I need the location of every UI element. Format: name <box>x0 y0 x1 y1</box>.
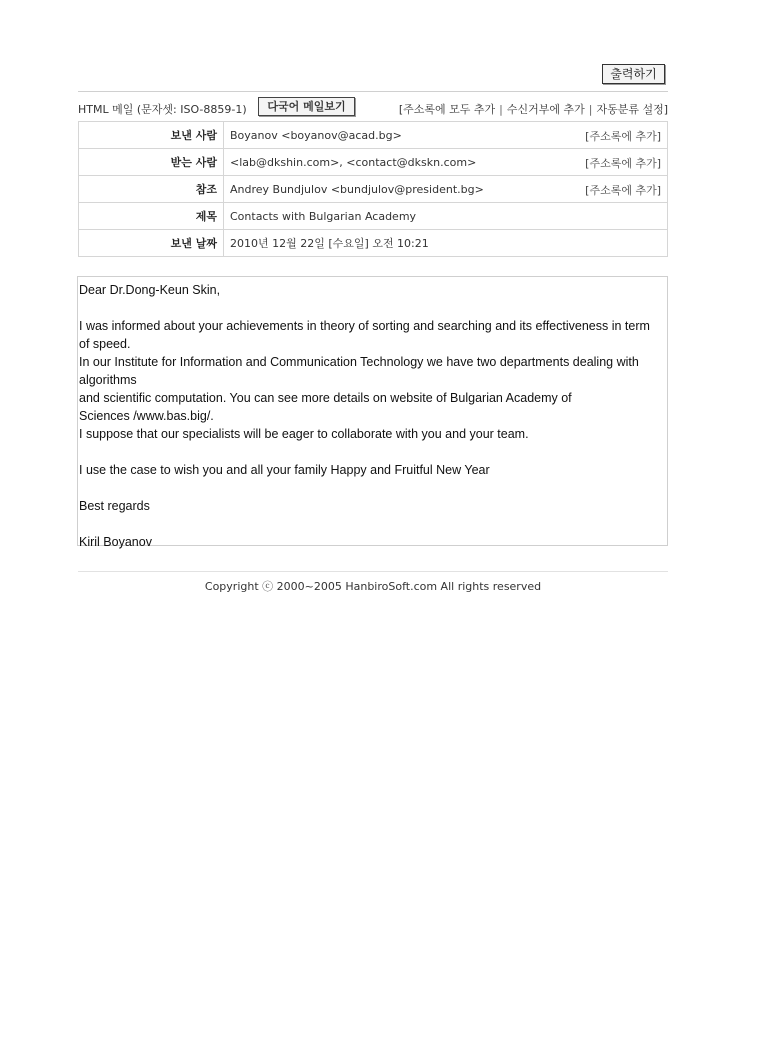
to-cell <box>224 149 668 176</box>
print-button[interactable]: 출력하기 <box>602 64 665 84</box>
cc-cell <box>224 176 668 203</box>
top-divider <box>78 91 668 92</box>
separator: | <box>588 103 593 116</box>
cc-add-to-addressbook-link[interactable]: [주소록에 추가] <box>585 184 661 197</box>
to-add-to-addressbook-link[interactable]: [주소록에 추가] <box>585 157 661 170</box>
mail-body <box>77 276 668 549</box>
body-greeting: Dear Dr.Dong-Keun Skin, <box>79 283 221 297</box>
date-value: 2010년 12월 22일 [수요일] 오전 10:21 <box>224 230 668 257</box>
subject-label: 제목 <box>79 203 224 230</box>
from-row <box>79 122 668 149</box>
from-cell <box>224 122 668 149</box>
encoding-label: HTML 메일 (문자셋: ISO-8859-1) <box>78 103 247 116</box>
body-line: and scientific computation. You can see more details on website of Bulgarian Academy of <box>79 391 572 405</box>
mail-meta-bar <box>78 97 668 119</box>
bottom-divider <box>78 571 668 572</box>
body-line: algorithms <box>79 373 137 387</box>
block-sender-link[interactable]: 수신거부에 추가 <box>506 103 585 116</box>
subject-value: Contacts with Bulgarian Academy <box>224 203 668 230</box>
body-line: I suppose that our specialists will be eager to collaborate with you and your team. <box>79 427 529 441</box>
subject-row <box>79 203 668 230</box>
body-line: I was informed about your achievements in theory of sorting and searching and its effectiveness in term <box>79 319 650 333</box>
separator: | <box>499 103 503 116</box>
date-label: 보낸 날짜 <box>79 230 224 257</box>
to-value: <lab@dkshin.com>, <contact@dkskn.com> <box>230 155 477 169</box>
from-add-to-addressbook-link[interactable]: [주소록에 추가] <box>585 130 661 143</box>
cc-label: 참조 <box>79 176 224 203</box>
cc-row <box>79 176 668 203</box>
to-label: 받는 사람 <box>79 149 224 176</box>
from-label: 보낸 사람 <box>79 122 224 149</box>
to-row <box>79 149 668 176</box>
body-wish: I use the case to wish you and all your family Happy and Fruitful New Year <box>79 463 490 477</box>
autosort-settings-link[interactable]: 자동분류 설정] <box>596 103 668 116</box>
mail-header-table <box>78 121 668 257</box>
body-signature: Kiril Boyanov <box>79 535 152 549</box>
body-line: Sciences /www.bas.big/. <box>79 409 214 423</box>
add-all-to-addressbook-link[interactable]: [주소록에 모두 추가 <box>398 103 496 116</box>
copyright-footer: Copyright ⓒ 2000~2005 HanbiroSoft.com All rights reserved <box>204 580 542 593</box>
body-line: In our Institute for Information and Communication Technology we have two departments dealing with <box>79 355 639 369</box>
date-row <box>79 230 668 257</box>
cc-value: Andrey Bundjulov <bundjulov@president.bg> <box>230 182 484 196</box>
from-value: Boyanov <boyanov@acad.bg> <box>230 128 402 142</box>
address-actions <box>399 101 668 117</box>
body-line: of speed. <box>79 337 131 351</box>
multilang-view-button[interactable]: 다국어 메일보기 <box>258 97 355 116</box>
body-closing: Best regards <box>79 499 150 513</box>
